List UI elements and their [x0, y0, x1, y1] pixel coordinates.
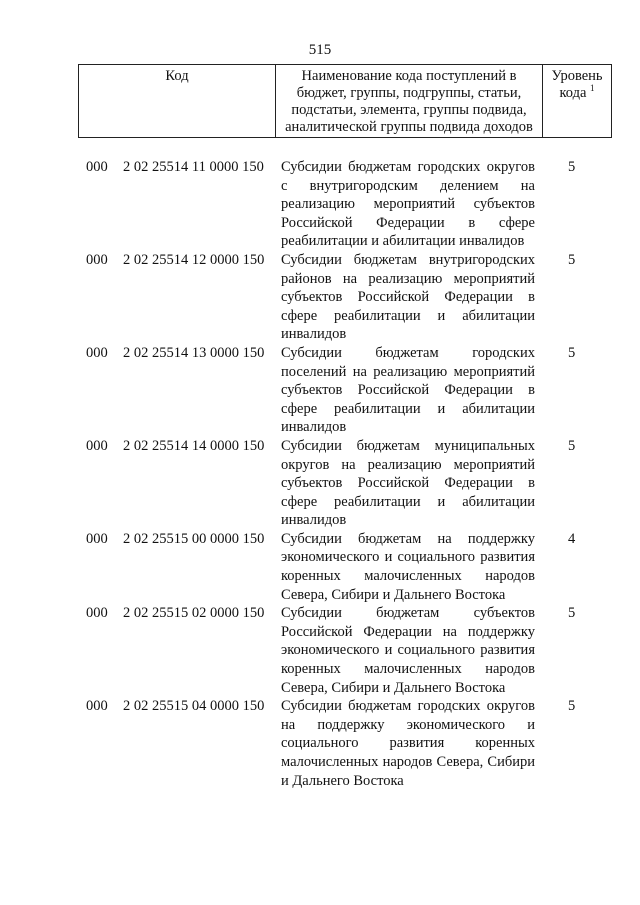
- header-level: [543, 65, 611, 137]
- table-header: [78, 64, 612, 138]
- row-level: 4: [568, 530, 576, 547]
- row-budget-code: 2 02 25514 12 0000 150: [123, 251, 265, 268]
- row-name: Субсидии бюджетам городских поселений на реализацию мероприятий субъектов Российской Федерации в сфере реабилитации и абилитации инвалидов: [281, 344, 535, 436]
- table-row: [0, 158, 640, 251]
- row-admin-code: 000: [86, 159, 108, 175]
- table-row: [0, 604, 640, 697]
- header-level-text: Уровень кода: [551, 68, 603, 101]
- row-admin-code: 000: [86, 605, 108, 622]
- table-row: [0, 437, 640, 530]
- row-name: Субсидии бюджетам муниципальных округов на реализацию мероприятий субъектов Российской Федерации в сфере реабилитации и абилитации инвалидов: [281, 437, 535, 529]
- row-admin-code: 000: [86, 251, 108, 268]
- row-admin-code: 000: [86, 437, 108, 454]
- row-budget-code: 2 02 25515 04 0000 150: [123, 698, 265, 715]
- table-row: [0, 530, 640, 604]
- row-admin-code: 000: [86, 698, 108, 715]
- row-name: Субсидии бюджетам городских округов с внутригородским делением на реализацию мероприятий субъектов Российской Федерации в сфере реабилитации и абилитации инвалидов: [281, 159, 535, 250]
- header-name: Наименование кода поступлений в бюджет, группы, подгруппы, статьи, подстатьи, элемента, группы подвида, аналитической группы подвида доходов: [276, 65, 543, 137]
- row-level: 5: [568, 698, 576, 715]
- row-admin-code: 000: [86, 530, 108, 547]
- row-budget-code: 2 02 25515 02 0000 150: [123, 605, 265, 622]
- row-level: 5: [568, 437, 576, 454]
- table-row: [0, 697, 640, 790]
- row-name: Субсидии бюджетам внутригородских районов на реализацию мероприятий субъектов Российской Федерации в сфере реабилитации и абилитации инвалидов: [281, 251, 535, 343]
- header-code: Код: [79, 65, 276, 137]
- header-level-footnote: 1: [590, 83, 595, 93]
- page-number: 515: [308, 42, 332, 58]
- row-name: Субсидии бюджетам на поддержку экономического и социального развития коренных малочисленных народов Севера, Сибири и Дальнего Востока: [281, 530, 535, 603]
- row-level: 5: [568, 251, 576, 268]
- row-level: 5: [568, 344, 576, 361]
- row-name: Субсидии бюджетам субъектов Российской Федерации на поддержку экономического и социального развития коренных малочисленных народов Севера, Сибири и Дальнего Востока: [281, 605, 535, 696]
- table-body: [0, 158, 640, 790]
- row-admin-code: 000: [86, 344, 108, 361]
- table-row: [0, 251, 640, 344]
- row-level: 5: [568, 605, 576, 622]
- row-name: Субсидии бюджетам городских округов на поддержку экономического и социального развития коренных малочисленных народов Севера, Сибири и Дальнего Востока: [281, 698, 535, 789]
- row-budget-code: 2 02 25514 13 0000 150: [123, 344, 265, 361]
- row-level: 5: [568, 159, 576, 175]
- row-budget-code: 2 02 25515 00 0000 150: [123, 530, 265, 547]
- row-budget-code: 2 02 25514 11 0000 150: [123, 159, 264, 175]
- row-budget-code: 2 02 25514 14 0000 150: [123, 437, 265, 454]
- table-row: [0, 344, 640, 437]
